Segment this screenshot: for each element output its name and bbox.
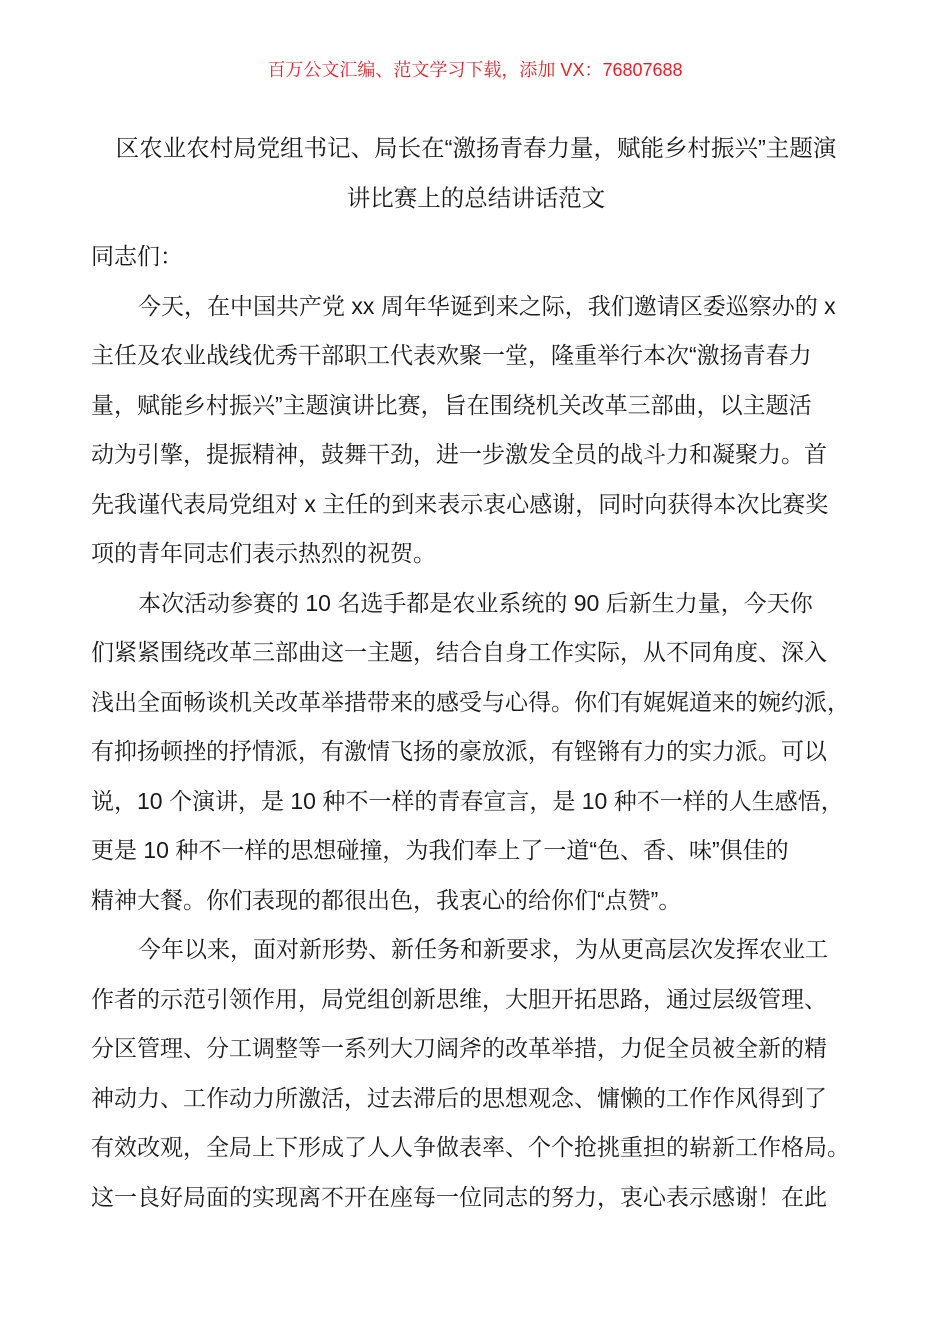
paragraph-line: 有效改观，全局上下形成了人人争做表率、个个抢挑重担的崭新工作格局。	[91, 1134, 850, 1160]
paragraph-line: 精神大餐。你们表现的都很出色，我衷心的给你们“点赞”。	[91, 886, 682, 913]
document-title-line-2: 讲比赛上的总结讲话范文	[346, 184, 606, 211]
paragraph	[91, 925, 861, 1222]
paragraph-line: 分区管理、分工调整等一系列大刀阔斧的改革举措，力促全员被全新的精	[91, 1035, 827, 1061]
paragraph-line: 项的青年同志们表示热烈的祝贺。	[91, 540, 436, 566]
paragraph-line: 更是 10 种不一样的思想碰撞，为我们奉上了一道“色、香、味”俱佳的	[91, 837, 789, 863]
document-title-line-1: 区农业农村局党组书记、局长在“激扬青春力量，赋能乡村振兴”主题演	[115, 135, 837, 161]
paragraph-line: 这一良好局面的实现离不开在座每一位同志的努力，衷心表示感谢！在此	[91, 1183, 827, 1210]
paragraph-line: 今年以来，面对新形势、新任务和新要求，为从更高层次发挥农业工	[138, 936, 828, 962]
paragraph-line: 本次活动参赛的 10 名选手都是农业系统的 90 后新生力量，今天你	[138, 589, 813, 616]
paragraphs	[91, 282, 861, 1223]
paragraph-line: 先我谨代表局党组对 x 主任的到来表示衷心感谢，同时向获得本次比赛奖	[91, 490, 829, 517]
paragraph	[91, 579, 861, 926]
paragraph-line: 浅出全面畅谈机关改革举措带来的感受与心得。你们有娓娓道来的婉约派，	[91, 688, 850, 715]
paragraph-line: 作者的示范引领作用，局党组创新思维，大胆开拓思路，通过层级管理、	[91, 985, 827, 1012]
paragraph-line: 动为引擎，提振精神，鼓舞干劲，进一步激发全员的战斗力和凝聚力。首	[91, 441, 827, 467]
paragraph-line: 量，赋能乡村振兴”主题演讲比赛，旨在围绕机关改革三部曲，以主题活	[91, 391, 812, 418]
watermark-header: 百万公文汇编、范文学习下载，添加 VX：76807688	[267, 60, 683, 80]
paragraph-line: 说，10 个演讲，是 10 种不一样的青春宣言，是 10 种不一样的人生感悟，	[91, 787, 844, 814]
paragraph	[91, 282, 861, 579]
document-body	[91, 124, 861, 1222]
paragraph-line: 今天，在中国共产党 xx 周年华诞到来之际，我们邀请区委巡察办的 x	[138, 292, 836, 319]
paragraph-line: 主任及农业战线优秀干部职工代表欢聚一堂，隆重举行本次“激扬青春力	[91, 342, 812, 368]
greeting: 同志们：	[91, 243, 183, 269]
paragraph-line: 有抑扬顿挫的抒情派，有激情飞扬的豪放派，有铿锵有力的实力派。可以	[91, 738, 827, 764]
paragraph-line: 神动力、工作动力所激活，过去滞后的思想观念、慵懒的工作作风得到了	[91, 1084, 827, 1111]
paragraph-line: 们紧紧围绕改革三部曲这一主题，结合自身工作实际，从不同角度、深入	[91, 639, 827, 665]
